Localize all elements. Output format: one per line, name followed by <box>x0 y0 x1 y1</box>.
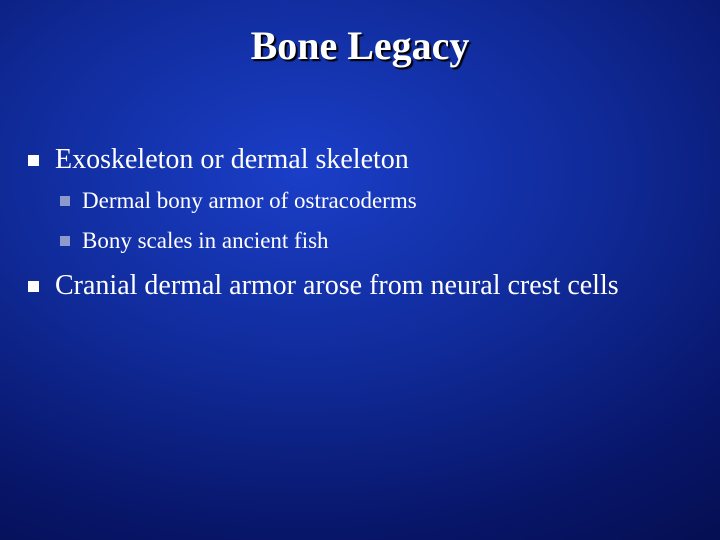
square-bullet-icon <box>60 196 70 206</box>
bullet-item-exoskeleton <box>28 142 409 178</box>
bullet-text: Exoskeleton or dermal skeleton <box>55 144 409 175</box>
sub-bullet-text: Bony scales in ancient fish <box>82 228 329 253</box>
square-bullet-icon <box>28 281 39 292</box>
bullet-item-cranial-armor <box>28 268 619 304</box>
bullet-text: Cranial dermal armor arose from neural crest cells <box>55 270 619 301</box>
square-bullet-icon <box>60 236 70 246</box>
slide-title: Bone Legacy <box>250 23 470 68</box>
sub-bullet-item-bony-scales <box>60 226 329 256</box>
sub-bullet-text: Dermal bony armor of ostracoderms <box>82 188 417 213</box>
sub-bullet-item-dermal-armor <box>60 186 417 216</box>
square-bullet-icon <box>28 155 39 166</box>
